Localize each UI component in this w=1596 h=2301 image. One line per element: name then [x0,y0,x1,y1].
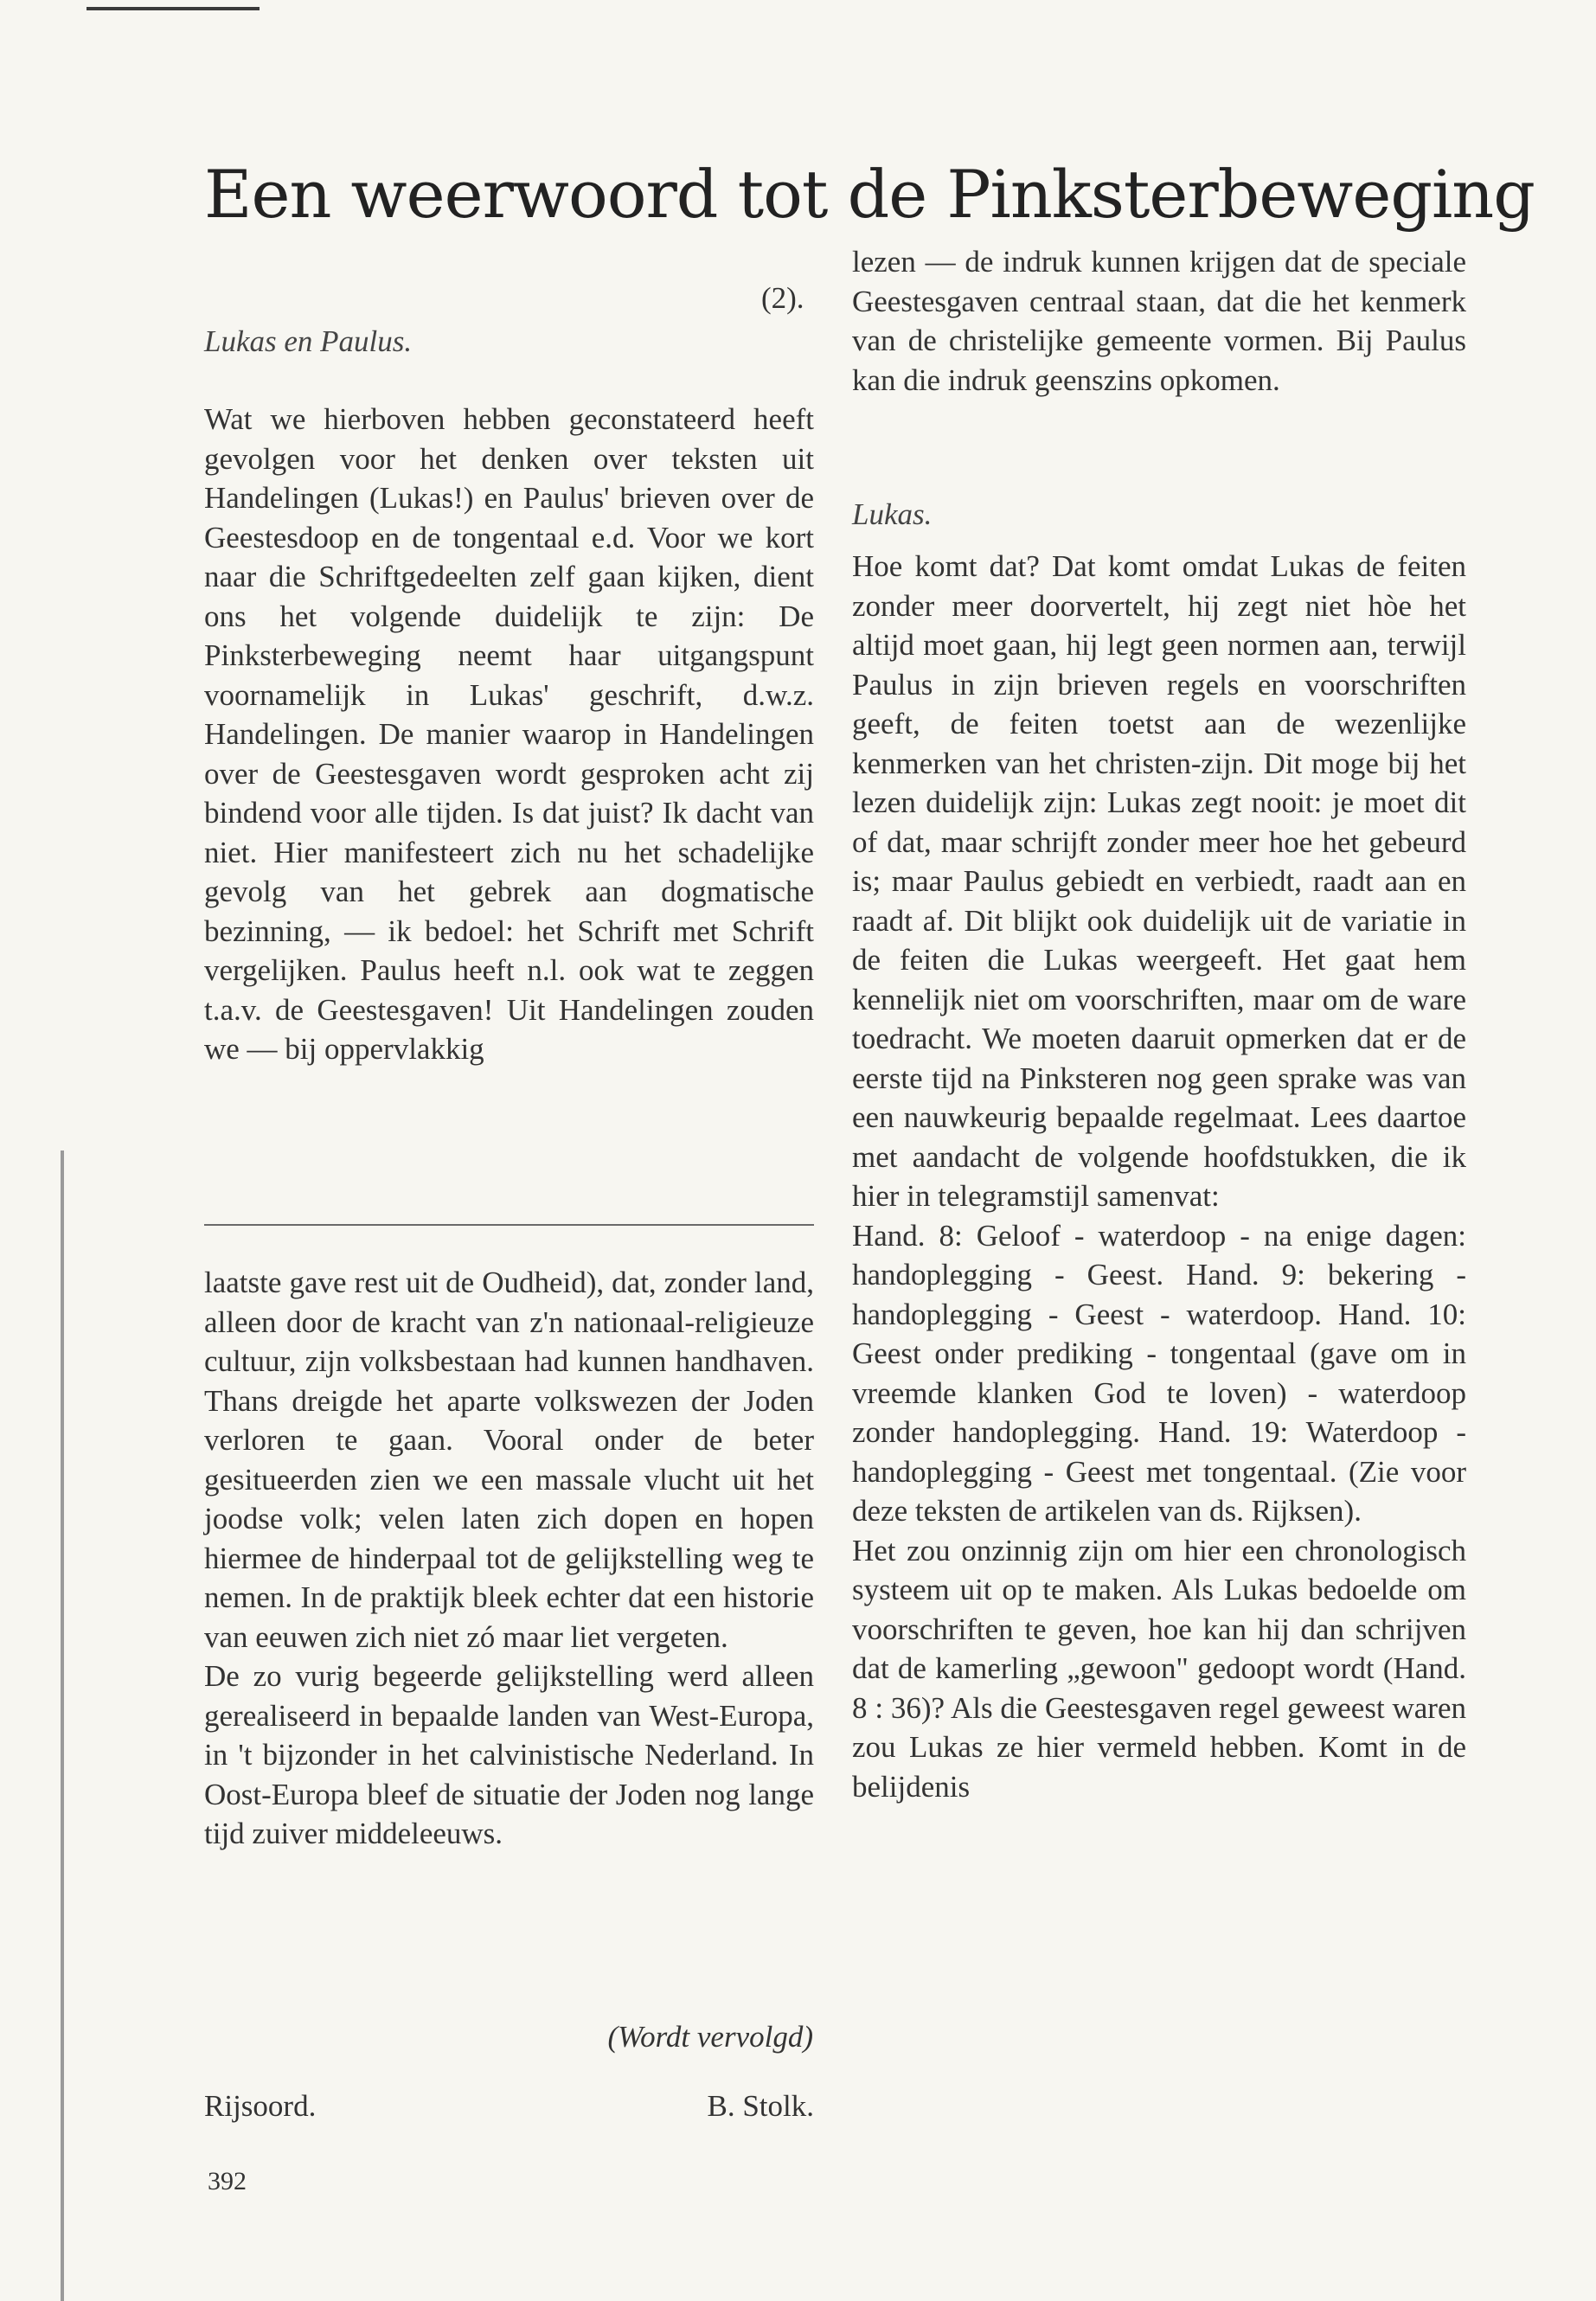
continued-note: (Wordt vervolgd) [607,2020,813,2054]
top-rule [87,7,260,10]
place-name: Rijsoord. [204,2089,317,2123]
page-number: 392 [208,2167,247,2195]
paragraph: Wat we hierboven hebben geconstateerd heeft gevolgen voor het denken over teksten uit Handelingen (Lukas!) en Paulus' brieven over de Geestesdoop en de tongentaal e.d. Voor we kort naar die Schriftgedeelten zelf gaan kijken, dient ons het volgende duidelijk te zijn: De Pinksterbeweging neemt haar uitgangspunt voornamelijk in Lukas' geschrift, d.w.z. Handelingen. De manier waarop in Handelingen over de Geestesgaven wordt gesproken acht zij bindend voor alle tijden. Is dat juist? Ik dacht van niet. Hier manifesteert zich nu het schadelijke gevolg van het gebrek aan dogmatische bezinning, — ik bedoel: het Schrift met Schrift vergelijken. Paulus heeft n.l. ook wat te zeggen t.a.v. de Geestesgaven! Uit Handelingen zouden we — bij oppervlakkig [204,402,814,1066]
left-column-top [204,400,814,1069]
author-name: B. Stolk. [707,2089,814,2123]
paragraph: lezen — de indruk kunnen krijgen dat de speciale Geestesgaven centraal staan, dat die het kenmerk van de christelijke gemeente vormen. Bij Paulus kan die indruk geenszins opkomen. [852,245,1466,397]
section-heading-lukas-paulus: Lukas en Paulus. [204,324,413,358]
section-heading-lukas: Lukas. [852,497,933,531]
article-divider [204,1224,814,1226]
right-column-intro [852,242,1466,400]
paragraph: Het zou onzinnig zijn om hier een chronologisch systeem uit op te maken. Als Lukas bedoelde om voorschriften te geven, hoe kan hij dan schrijven dat de kamerling „gewoon" gedoopt wordt (Hand. 8 : 36)? Als die Geestesgaven regel geweest waren zou Lukas ze hier vermeld hebben. Komt in de belijdenis [852,1533,1466,1804]
paragraph: Hoe komt dat? Dat komt omdat Lukas de feiten zonder meer doorvertelt, hij zegt niet hòe het altijd moet gaan, hij legt geen normen aan, terwijl Paulus in zijn brieven regels en voorschriften geeft, de feiten toetst aan de wezenlijke kenmerken van het christen-zijn. Dit moge bij het lezen duidelijk zijn: Lukas zegt nooit: je moet dit of dat, maar schrijft zonder meer hoe het gebeurd is; maar Paulus gebiedt en verbiedt, raadt aan en raadt af. Dit blijkt ook duidelijk uit de variatie in de feiten die Lukas weergeeft. Het gaat hem kennelijk niet om voorschriften, maar om de ware toedracht. We moeten daaruit opmerken dat er de eerste tijd na Pinksteren nog geen sprake was van een nauwkeurig bepaalde regelmaat. Lees daartoe met aandacht de volgende hoofdstukken, die ik hier in telegramstijl samenvat: [852,549,1466,1213]
paragraph: laatste gave rest uit de Oudheid), dat, zonder land, alleen door de kracht van z'n nationaal-religieuze cultuur, zijn volksbestaan had kunnen handhaven. Thans dreigde het aparte volkswezen der Joden verloren te gaan. Vooral onder de beter gesitueerden zien we een massale vlucht uit het joodse volk; velen laten zich dopen en hopen hiermee de hinderpaal tot de gelijkstelling weg te nemen. In de praktijk bleek echter dat een historie van eeuwen zich niet zó maar liet vergeten. [204,1266,814,1654]
article-title: Een weerwoord tot de Pinksterbeweging [204,156,1535,233]
right-column-body [852,547,1466,1806]
paragraph: Hand. 8: Geloof - waterdoop - na enige dagen: handoplegging - Geest. Hand. 9: bekering - handoplegging - Geest - waterdoop. Hand. 10: Geest onder prediking - tongentaal (gave om in vreemde klanken God te loven) - waterdoop zonder handoplegging. Hand. 19: Waterdoop - handoplegging - Geest met tongentaal. (Zie voor deze teksten de artikelen van ds. Rijksen). [852,1218,1466,1528]
paragraph: De zo vurig begeerde gelijkstelling werd alleen gerealiseerd in bepaalde landen van West-Europa, in 't bijzonder in het calvinistische Nederland. In Oost-Europa bleef de situatie der Joden nog lange tijd zuiver middeleeuws. [204,1659,814,1850]
part-number: (2). [761,281,804,315]
left-column-bottom [204,1263,814,1854]
left-margin-line [61,1150,64,2301]
